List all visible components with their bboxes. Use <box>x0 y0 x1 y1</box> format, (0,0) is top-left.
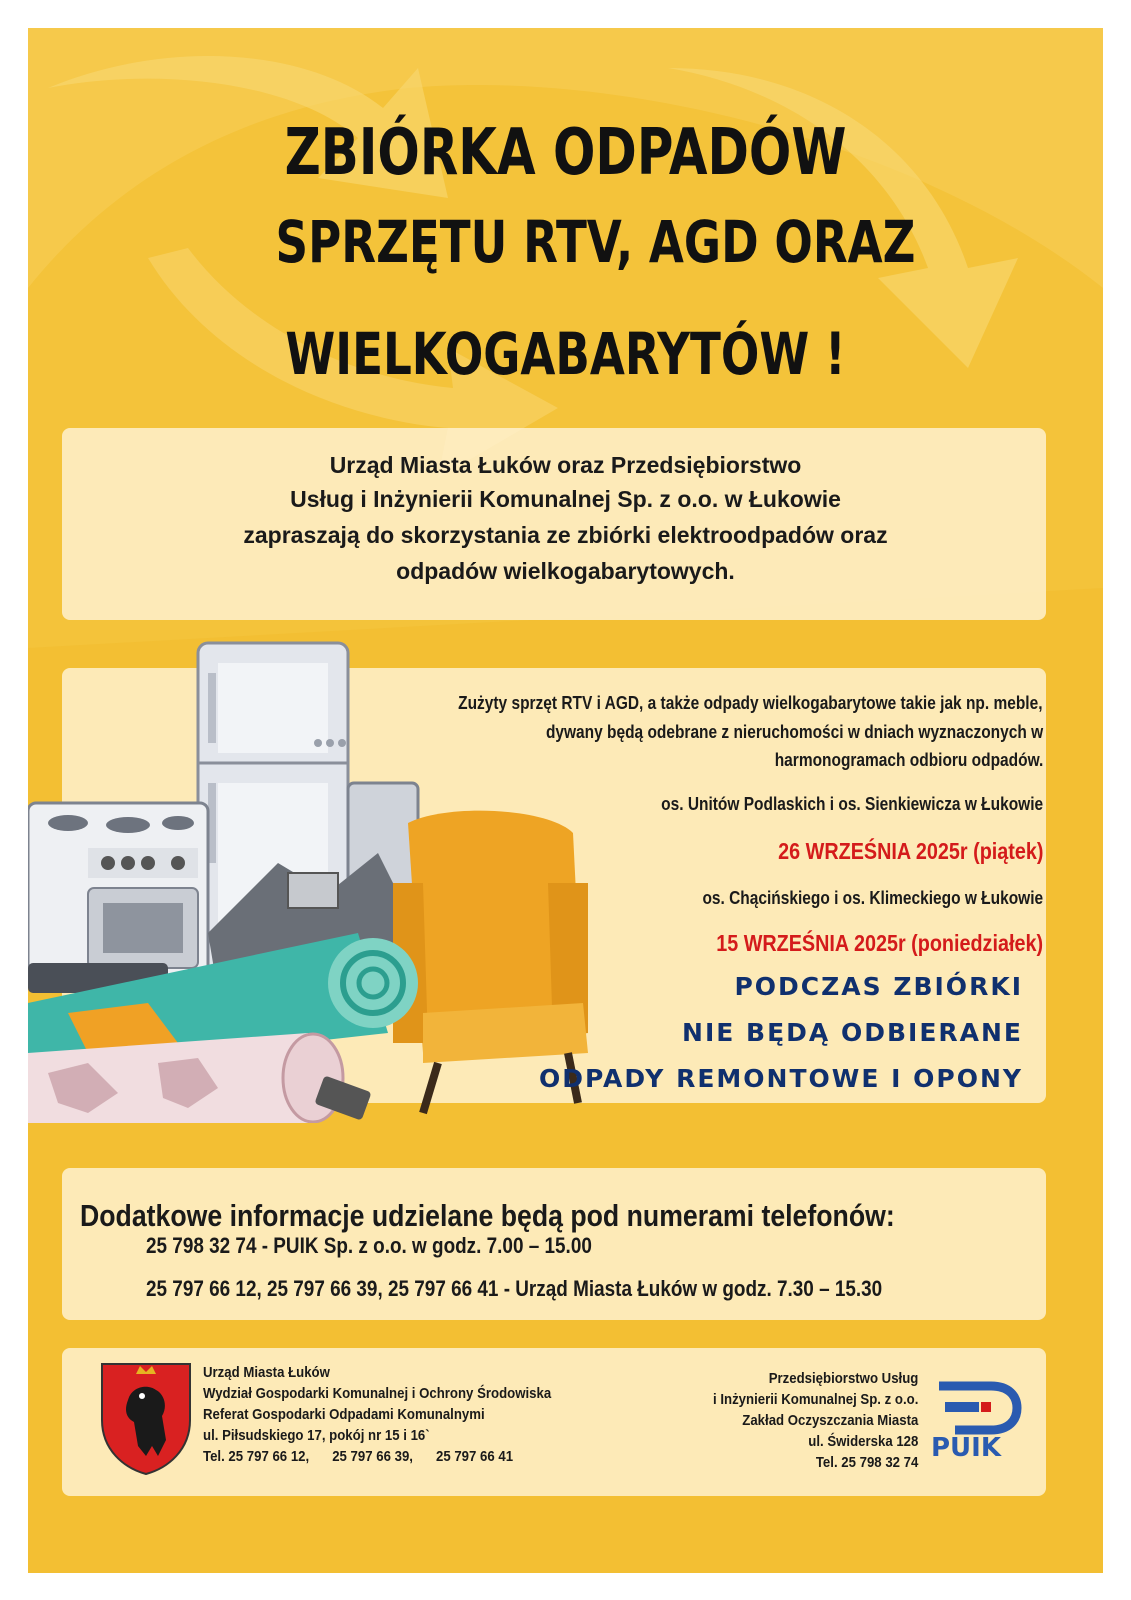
warning-line-2: NIE BĘDĄ ODBIERANE <box>682 1018 1023 1047</box>
collection-date-2: 15 WRZEŚNIA 2025r (poniedziałek) <box>716 930 1043 956</box>
intro-line-1: Urząd Miasta Łuków oraz Przedsiębiorstwo <box>329 452 802 478</box>
footer-puik-line-4: ul. Świderska 128 <box>807 1433 918 1450</box>
info-description-3: harmonogramach odbioru odpadów. <box>774 750 1043 770</box>
puik-logo-text: PUIK <box>931 1433 1001 1460</box>
contact-heading: Dodatkowe informacje udzielane będą pod numerami telefonów: <box>80 1198 895 1233</box>
phone-line-puik: 25 798 32 74 - PUIK Sp. z o.o. w godz. 7.00 – 15.00 <box>146 1233 592 1258</box>
warning-line-1: PODCZAS ZBIÓRKI <box>734 972 1023 1001</box>
footer-city-hall-tel-1: Tel. 25 797 66 12, <box>203 1448 310 1465</box>
footer-puik-info <box>713 1368 918 1473</box>
intro-line-3: zapraszają do skorzystania ze zbiórki elektroodpadów oraz <box>243 522 888 548</box>
title-line-3: WIELKOGABARYTÓW ! <box>285 320 846 388</box>
intro-line-4: odpadów wielkogabarytowych. <box>396 558 735 584</box>
footer-puik-line-2: i Inżynierii Komunalnej Sp. z o.o. <box>712 1391 918 1408</box>
footer-city-hall-address: ul. Piłsudskiego 17, pokój nr 15 i 16` <box>203 1427 430 1444</box>
footer-puik-line-3: Zakład Oczyszczania Miasta <box>741 1412 918 1429</box>
electric-stove-icon <box>28 803 208 983</box>
footer-city-hall-department: Wydział Gospodarki Komunalnej i Ochrony Środowiska <box>203 1385 552 1402</box>
title-line-2: SPRZĘTU RTV, AGD ORAZ <box>275 208 916 276</box>
footer-city-hall-phones <box>203 1446 551 1467</box>
footer-city-hall-name: Urząd Miasta Łuków <box>203 1364 330 1381</box>
footer-city-hall-info <box>203 1362 551 1467</box>
info-description-2: dywany będą odebrane z nieruchomości w dniach wyznaczonych w <box>545 722 1043 742</box>
info-description-1: Zużyty sprzęt RTV i AGD, a także odpady wielkogabarytowe takie jak np. meble, <box>458 693 1043 713</box>
footer-puik-line-1: Przedsiębiorstwo Usług <box>768 1370 918 1387</box>
footer-puik-line-5: Tel. 25 798 32 74 <box>815 1454 918 1471</box>
phone-line-city-hall: 25 797 66 12, 25 797 66 39, 25 797 66 41 - Urząd Miasta Łuków w godz. 7.30 – 15.30 <box>146 1276 883 1301</box>
intro-line-2: Usług i Inżynierii Komunalnej Sp. z o.o. w Łukowie <box>290 486 841 512</box>
warning-line-3: ODPADY REMONTOWE I OPONY <box>538 1064 1023 1093</box>
title-line-1: ZBIÓRKA ODPADÓW <box>284 116 847 190</box>
collection-area-2: os. Chącińskiego i os. Klimeckiego w Łukowie <box>702 888 1043 908</box>
footer-city-hall-tel-3: 25 797 66 41 <box>435 1448 514 1465</box>
footer-city-hall-unit: Referat Gospodarki Odpadami Komunalnymi <box>203 1406 485 1423</box>
city-coat-of-arms-icon <box>98 1360 194 1476</box>
collection-date-1: 26 WRZEŚNIA 2025r (piątek) <box>777 838 1043 864</box>
collection-area-1: os. Unitów Podlaskich i os. Sienkiewicza w Łukowie <box>661 794 1043 814</box>
footer-city-hall-tel-2: 25 797 66 39, <box>332 1448 413 1465</box>
poster <box>28 28 1103 1573</box>
puik-logo-icon <box>925 1380 1025 1460</box>
